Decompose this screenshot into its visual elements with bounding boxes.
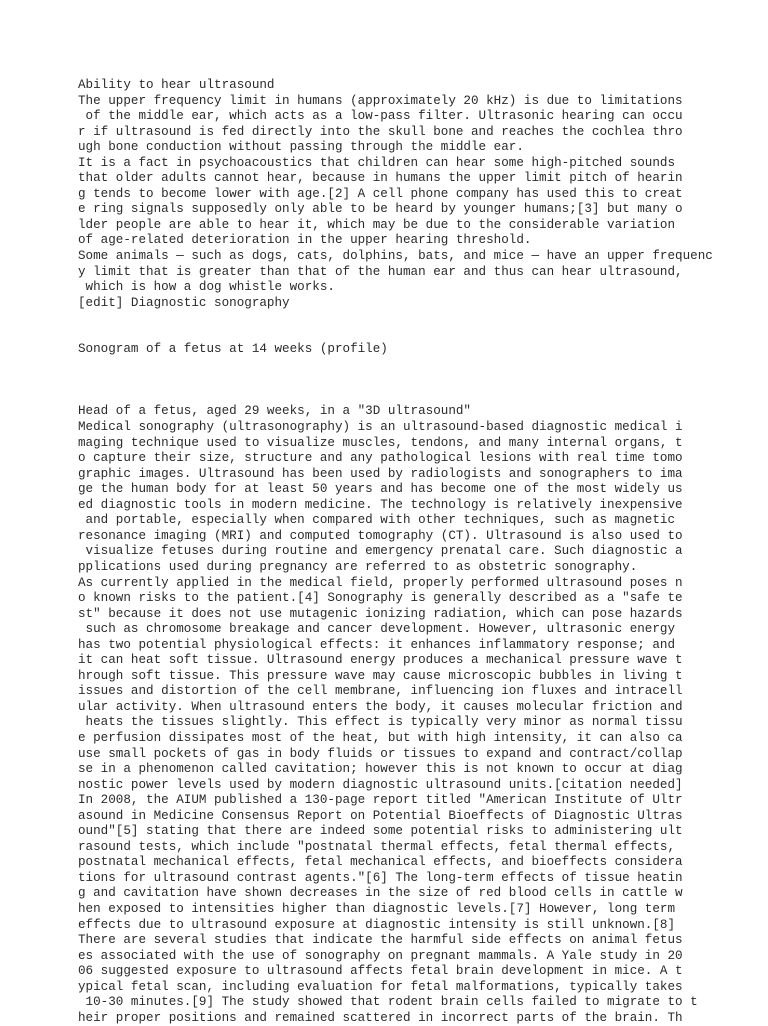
text-line: ypical fetal scan, including evaluation for fetal malformations, typically takes: [78, 979, 683, 994]
text-line: g and cavitation have shown decreases in the size of red blood cells in cattle w: [78, 886, 683, 901]
text-line: nostic power levels used by modern diagnostic ultrasound units.[citation needed]: [78, 777, 683, 792]
text-line: As currently applied in the medical field, properly performed ultrasound poses n: [78, 575, 683, 590]
text-line: Sonogram of a fetus at 14 weeks (profile): [78, 342, 388, 357]
text-line: Head of a fetus, aged 29 weeks, in a "3D ultrasound": [78, 404, 471, 419]
text-line: tions for ultrasound contrast agents."[6] The long-term effects of tissue heatin: [78, 870, 683, 885]
text-line: g tends to become lower with age.[2] A cell phone company has used this to creat: [78, 186, 683, 201]
text-line: of age-related deterioration in the upper hearing threshold.: [78, 233, 532, 248]
text-line: [78, 373, 738, 389]
text-line: that older adults cannot hear, because in humans the upper limit pitch of hearin: [78, 171, 683, 186]
text-line: r if ultrasound is fed directly into the skull bone and reaches the cochlea thro: [78, 124, 683, 139]
text-line: [78, 327, 738, 343]
text-line: The upper frequency limit in humans (approximately 20 kHz) is due to limitations: [78, 93, 683, 108]
text-line: lder people are able to hear it, which may be due to the considerable variation: [78, 217, 676, 232]
text-line: rasound tests, which include "postnatal thermal effects, fetal thermal effects,: [78, 839, 676, 854]
text-line: effects due to ultrasound exposure at diagnostic intensity is still unknown.[8]: [78, 917, 676, 932]
text-line: ular activity. When ultrasound enters the body, it causes molecular friction and: [78, 699, 683, 714]
text-line: y limit that is greater than that of the human ear and thus can hear ultrasound,: [78, 264, 683, 279]
text-line: 10-30 minutes.[9] The study showed that rodent brain cells failed to migrate to t: [78, 995, 698, 1010]
document-text: [78, 78, 738, 1026]
text-line: visualize fetuses during routine and emergency prenatal care. Such diagnostic a: [78, 544, 683, 559]
text-line: st" because it does not use mutagenic ionizing radiation, which can pose hazards: [78, 606, 683, 621]
text-line: e ring signals supposedly only able to be heard by younger humans;[3] but many o: [78, 202, 683, 217]
text-line: [78, 358, 738, 374]
text-line: hrough soft tissue. This pressure wave may cause microscopic bubbles in living t: [78, 668, 683, 683]
text-line: [78, 389, 738, 405]
text-line: resonance imaging (MRI) and computed tomography (CT). Ultrasound is also used to: [78, 528, 683, 543]
text-line: and portable, especially when compared with other techniques, such as magnetic: [78, 513, 676, 528]
text-line: asound in Medicine Consensus Report on Potential Bioeffects of Diagnostic Ultras: [78, 808, 683, 823]
text-line: such as chromosome breakage and cancer development. However, ultrasonic energy: [78, 622, 676, 637]
text-line: It is a fact in psychoacoustics that children can hear some high-pitched sounds: [78, 155, 676, 170]
text-line: ge the human body for at least 50 years and has become one of the most widely us: [78, 482, 683, 497]
text-line: hen exposed to intensities higher than diagnostic levels.[7] However, long term: [78, 901, 676, 916]
text-line: it can heat soft tissue. Ultrasound energy produces a mechanical pressure wave t: [78, 653, 683, 668]
text-line: issues and distortion of the cell membrane, influencing ion fluxes and intracell: [78, 684, 683, 699]
text-line: heats the tissues slightly. This effect is typically very minor as normal tissu: [78, 715, 683, 730]
text-line: ound"[5] stating that there are indeed some potential risks to administering ult: [78, 824, 683, 839]
text-line: There are several studies that indicate the harmful side effects on animal fetus: [78, 933, 683, 948]
text-line: se in a phenomenon called cavitation; however this is not known to occur at diag: [78, 762, 683, 777]
text-line: postnatal mechanical effects, fetal mechanical effects, and bioeffects considera: [78, 855, 683, 870]
text-line: has two potential physiological effects: it enhances inflammatory response; and: [78, 637, 676, 652]
text-line: [78, 311, 738, 327]
text-line: In 2008, the AIUM published a 130-page report titled "American Institute of Ultr: [78, 793, 683, 808]
text-line: o known risks to the patient.[4] Sonography is generally described as a "safe te: [78, 591, 683, 606]
text-line: of the middle ear, which acts as a low-pass filter. Ultrasonic hearing can occu: [78, 109, 683, 124]
text-line: 06 suggested exposure to ultrasound affects fetal brain development in mice. A t: [78, 964, 683, 979]
text-line: es associated with the use of sonography on pregnant mammals. A Yale study in 20: [78, 948, 683, 963]
text-line: ugh bone conduction without passing through the middle ear.: [78, 140, 524, 155]
text-line: Some animals — such as dogs, cats, dolphins, bats, and mice — have an upper frequenc: [78, 249, 713, 264]
text-line: o capture their size, structure and any pathological lesions with real time tomo: [78, 451, 683, 466]
text-line: e perfusion dissipates most of the heat, but with high intensity, it can also ca: [78, 730, 683, 745]
text-line: Medical sonography (ultrasonography) is an ultrasound-based diagnostic medical i: [78, 420, 683, 435]
text-line: pplications used during pregnancy are referred to as obstetric sonography.: [78, 559, 638, 574]
text-line: which is how a dog whistle works.: [78, 280, 335, 295]
text-line: [edit] Diagnostic sonography: [78, 295, 290, 310]
text-line: Ability to hear ultrasound: [78, 78, 275, 92]
text-line: maging technique used to visualize muscles, tendons, and many internal organs, t: [78, 435, 683, 450]
text-line: graphic images. Ultrasound has been used by radiologists and sonographers to ima: [78, 466, 683, 481]
text-line: use small pockets of gas in body fluids or tissues to expand and contract/collap: [78, 746, 683, 761]
text-line: ed diagnostic tools in modern medicine. The technology is relatively inexpensive: [78, 497, 683, 512]
text-line: heir proper positions and remained scattered in incorrect parts of the brain. Th: [78, 1010, 683, 1025]
